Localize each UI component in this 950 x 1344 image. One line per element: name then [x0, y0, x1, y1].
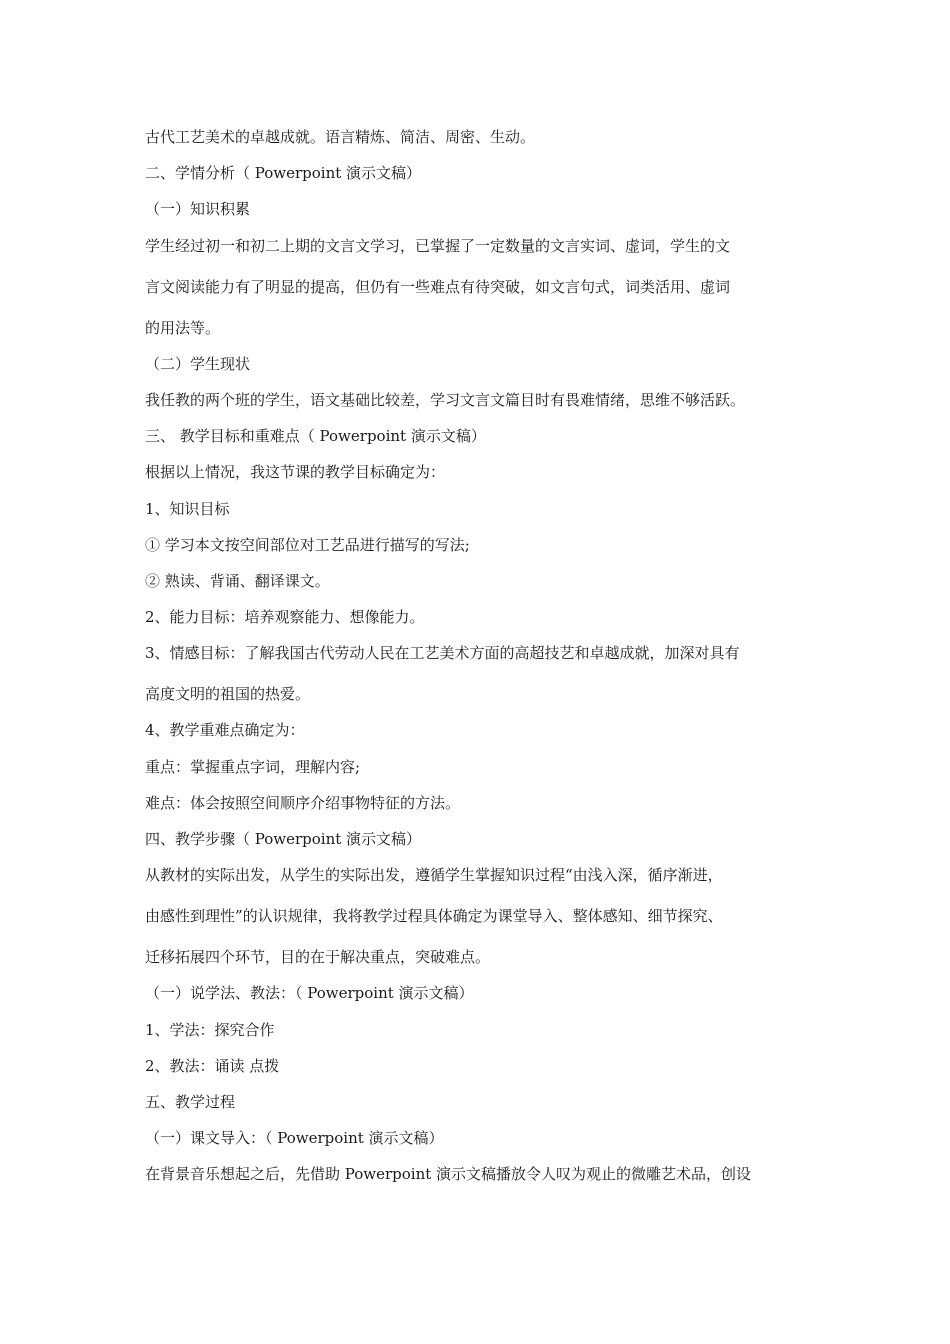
section-heading: 二、学情分析（ Powerpoint 演示文稿）	[145, 164, 422, 183]
text-line: 的用法等。	[145, 318, 221, 337]
text-line: 我任教的两个班的学生，语文基础比较差，学习文言文篇目时有畏难情绪，思维不够活跃。	[145, 390, 746, 409]
list-item: 3、情感目标：了解我国古代劳动人民在工艺美术方面的高超技艺和卓越成就，加深对具有	[145, 644, 740, 663]
subsection-heading: （二）学生现状	[145, 354, 251, 373]
section-heading: 三、 教学目标和重难点（ Powerpoint 演示文稿）	[145, 427, 486, 446]
list-item: 1、知识目标	[145, 499, 230, 518]
subsection-heading: （一）说学法、教法：（ Powerpoint 演示文稿）	[145, 984, 474, 1003]
text-line: 从教材的实际出发，从学生的实际出发，遵循学生掌握知识过程“由浅入深，循序渐进，	[145, 866, 723, 885]
text-line: 由感性到理性”的认识规律，我将教学过程具体确定为课堂导入、整体感知、细节探究、	[145, 907, 723, 926]
text-line: 重点：掌握重点字词，理解内容;	[145, 757, 361, 776]
text-line: 古代工艺美术的卓越成就。语言精炼、简洁、周密、生动。	[145, 128, 536, 146]
section-heading: 四、教学步骤（ Powerpoint 演示文稿）	[145, 830, 422, 848]
text-line: 迁移拓展四个环节，目的在于解决重点，突破难点。	[145, 948, 491, 967]
text-line: 学生经过初一和初二上期的文言文学习，已掌握了一定数量的文言实词、虚词，学生的文	[145, 236, 731, 255]
text-line: 根据以上情况，我这节课的教学目标确定为：	[145, 463, 446, 482]
list-item: ① 学习本文按空间部位对工艺品进行描写的写法;	[145, 535, 470, 554]
subsection-heading: （一）知识积累	[145, 200, 251, 219]
subsection-heading: （一）课文导入：（ Powerpoint 演示文稿）	[145, 1129, 444, 1148]
text-line: 在背景音乐想起之后，先借助 Powerpoint 演示文稿播放令人叹为观止的微雕艺术品，创设	[145, 1165, 752, 1184]
list-item: 2、能力目标：培养观察能力、想像能力。	[145, 608, 425, 627]
document-body	[145, 124, 815, 1198]
list-item: 2、教法：诵读 点拨	[145, 1056, 280, 1075]
text-line: 高度文明的祖国的热爱。	[145, 685, 311, 704]
list-item: 1、学法：探究合作	[145, 1020, 275, 1039]
list-item: ② 熟读、背诵、翻译课文。	[145, 571, 330, 590]
text-line: 难点：体会按照空间顺序介绍事物特征的方法。	[145, 793, 461, 812]
section-heading: 五、教学过程	[145, 1092, 236, 1111]
list-item: 4、教学重难点确定为：	[145, 721, 305, 740]
text-line: 言文阅读能力有了明显的提高，但仍有一些难点有待突破，如文言句式，词类活用、虚词	[145, 277, 731, 296]
